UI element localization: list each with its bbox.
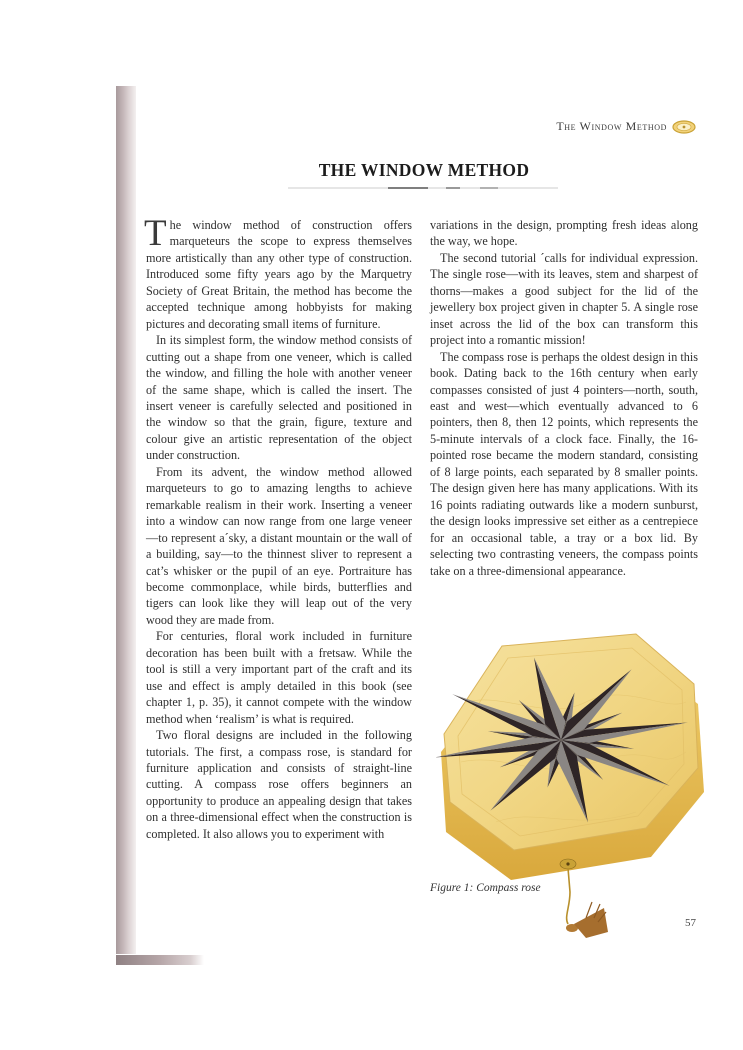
paragraph: The second tutorial ´calls for individual expression. The single rose—with its leaves, stem and sharpest of thorns—makes a good subject for the lid of the jewellery box project given in chapter 5. A single rose inset across the lid of the box can transform this project into a romantic mission! — [430, 250, 698, 348]
paragraph: Two floral designs are included in the following tutorials. The first, a compass rose, is standard for furniture application and consists of straight-line cutting. A compass rose offers beginners an opportunity to produce an appealing design that takes on a three-dimensional effect when the construction is completed. It also allows you to experiment with — [146, 728, 412, 841]
binding-gutter-shadow — [116, 86, 136, 954]
key-cord — [567, 868, 570, 924]
paragraph: From its advent, the window method allowed marqueteurs to go to amazing lengths to achieve remarkable realism in their work. Inserting a veneer into a window can now range from one large veneer—to represent a´sky, a distant mountain or the wall of a building, say—to the thinnest sliver to represent a cat’s whisker or the pupil of an eye. Portraiture has become commonplace, while birds, butterflies and tigers can look like they will leap out of the very wood they are made from. — [146, 464, 412, 627]
running-head — [556, 119, 696, 134]
page-number: 57 — [685, 917, 696, 929]
paragraph-text: he window method of construction offers marqueteurs the scope to express themselves more artistically than any other type of construction. Introduced some fifty years ago by the Marquetry Society of Great Britain, the method has become the accepted technique among hobbyists for making pictures and decorating small items of furniture. — [146, 218, 412, 331]
compass-rose-box-photo — [436, 632, 706, 947]
paragraph: The compass rose is perhaps the oldest design in this book. Dating back to the 16th century when early compasses consisted of just 4 pointers—north, south, east and west—which eventually advanced to 6 pointers, then 8, then 12 points, which represents the 5-minute intervals of a clock face. Finally, the 16-pointed rose became the modern standard, consisting of 8 large points, each separated by 8 smaller points. The design given here has many applications. With its 16 points radiating outwards like a modern sunburst, the design looks impressive set either as a centrepiece for an occasional table, a tray or a box lid. By selecting two contrasting veneers, the compass points take on a three-dimensional appearance. — [430, 349, 698, 578]
paragraph: For centuries, floral work included in furniture decoration has been built with a fretsaw. While the tool is still a very important part of the craft and its use and effect is amply detailed in this book (see chapter 1, p. 35), it cannot compete with the window method when ‘realism’ is what is required. — [146, 629, 412, 726]
page-title: THE WINDOW METHOD — [318, 160, 530, 180]
compass-rose-ornament-icon — [672, 120, 696, 134]
brass-key-escutcheon — [560, 859, 576, 869]
title-underline-rule — [288, 187, 558, 189]
figure-caption: Figure 1: Compass rose — [430, 882, 541, 894]
paragraph: In its simplest form, the window method consists of cutting out a shape from one veneer, which is called the window, and filling the hole with another veneer of the same shape, which is called the insert. The insert veneer is carefully selected and positioned in the window so that the grain, figure, texture and colour give an artistic representation of the object under construction. — [146, 333, 412, 463]
left-text-column — [144, 213, 412, 842]
paragraph — [144, 213, 412, 332]
right-text-column — [430, 217, 698, 579]
drop-cap: T — [144, 213, 167, 254]
paragraph: variations in the design, prompting fresh ideas along the way, we hope. — [430, 218, 698, 249]
binding-gutter-shadow-bottom — [116, 955, 204, 965]
running-head-text: The Window Method — [556, 119, 667, 133]
tassel — [566, 902, 608, 938]
